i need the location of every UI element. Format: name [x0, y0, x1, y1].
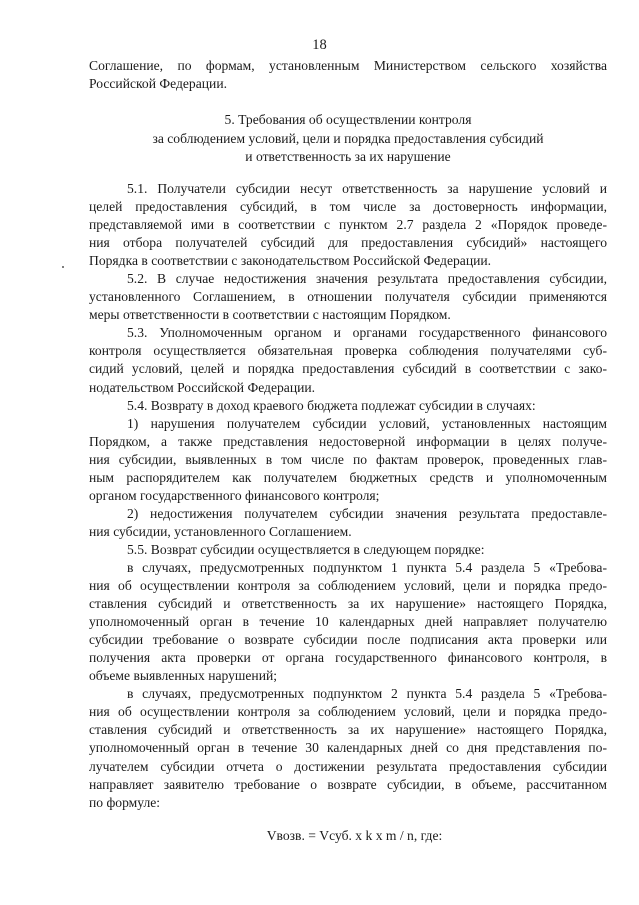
body-line: установленного Соглашением, в отношении получателя субсидии применяются: [89, 289, 607, 305]
margin-mark: [62, 266, 64, 268]
body-line: по формуле:: [89, 794, 161, 810]
body-line: 5.1. Получатели субсидии несут ответственность за нарушение условий и: [127, 181, 607, 196]
intro-line: Российской Федерации.: [89, 76, 227, 92]
heading-line: и ответственность за их нарушение: [245, 149, 451, 164]
body-line: лучателем субсидии отчета о достижении результата предоставления субсидии: [89, 758, 607, 774]
body-line: в случаях, предусмотренных подпунктом 1 пункта 5.4 раздела 5 «Требова-: [127, 559, 607, 575]
body-line: объеме выявленных нарушений;: [89, 668, 278, 684]
body-line: 5.5. Возврат субсидии осуществляется в следующем порядке:: [127, 541, 485, 557]
body-line: уполномоченный орган в течение 30 календарных дней со дня представления по-: [89, 740, 607, 756]
formula: Vвозв. = Vсуб. x k x m / n, где:: [266, 828, 443, 843]
body-line: 5.3. Уполномоченным органом и органами государственного финансового: [127, 325, 607, 341]
body-line: Порядка в соответствии с законодательством Российской Федерации.: [89, 253, 492, 269]
body-line: органом государственного финансового контроля;: [89, 487, 380, 503]
body-line: представляемой ими в соответствии с пунктом 2.7 раздела 2 «Порядок проведе-: [89, 217, 607, 233]
heading-line: 5. Требования об осуществлении контроля: [224, 112, 472, 127]
body-line: ния субсидии, выявленных в том числе по фактам проверок, проведенных глав-: [89, 451, 607, 467]
section-body: [89, 180, 607, 812]
body-line: субсидии требование о возврате субсидии после подписания акта проверки или: [89, 632, 607, 648]
body-line: направляет заявителю требование о возврате субсидии, в объеме, рассчитанном: [89, 776, 607, 792]
body-line: ставления субсидий и ответственность за их нарушение» настоящего Порядка,: [89, 722, 607, 738]
body-line: ния об осуществлении контроля за соблюдением условий, цели и порядка предо-: [89, 578, 607, 594]
body-line: ния отбора получателей субсидий для предоставления субсидий» настоящего: [89, 235, 607, 251]
body-line: 2) недостижения получателем субсидии значения результата предоставле-: [127, 505, 607, 521]
body-line: в случаях, предусмотренных подпунктом 2 пункта 5.4 раздела 5 «Требова-: [127, 686, 607, 702]
body-line: 5.2. В случае недостижения значения результата предоставления субсидии,: [127, 271, 607, 287]
body-line: контроля осуществляется обязательная проверка соблюдения получателями суб-: [89, 343, 607, 359]
body-line: 1) нарушения получателем субсидии условий, установленных настоящим: [127, 415, 607, 431]
intro-line: Соглашение, по формам, установленным Министерством сельского хозяйства: [89, 58, 607, 73]
body-line: целей предоставления субсидий, в том числе за достоверность информации,: [89, 199, 607, 215]
heading-line: за соблюдением условий, цели и порядка предоставления субсидий: [152, 130, 544, 146]
body-line: меры ответственности в соответствии с настоящим Порядком.: [89, 307, 451, 323]
body-line: нодательством Российской Федерации.: [89, 379, 316, 395]
section-heading: [89, 111, 607, 167]
body-line: ным распорядителем как получателем бюджетных средств и уполномоченным: [89, 469, 607, 485]
body-line: ния об осуществлении контроля за соблюдением условий, цели и порядка предо-: [89, 704, 607, 720]
body-line: получения акта проверки от органа государственного финансового контроля, в: [89, 650, 607, 666]
page-number: 18: [312, 37, 327, 53]
intro-paragraph: [89, 57, 607, 93]
body-line: ния субсидии, установленного Соглашением.: [89, 523, 352, 539]
body-line: 5.4. Возврату в доход краевого бюджета подлежат субсидии в случаях:: [127, 397, 536, 413]
body-line: ставления субсидий и ответственность за их нарушение» настоящего Порядка,: [89, 596, 607, 612]
body-line: сидий условий, целей и порядка предоставления субсидий в соответствии с зако-: [89, 361, 607, 377]
body-line: Порядком, а также представления недостоверной информации в целях получе-: [89, 433, 607, 449]
body-line: уполномоченный орган в течение 10 календарных дней направляет получателю: [89, 614, 607, 630]
